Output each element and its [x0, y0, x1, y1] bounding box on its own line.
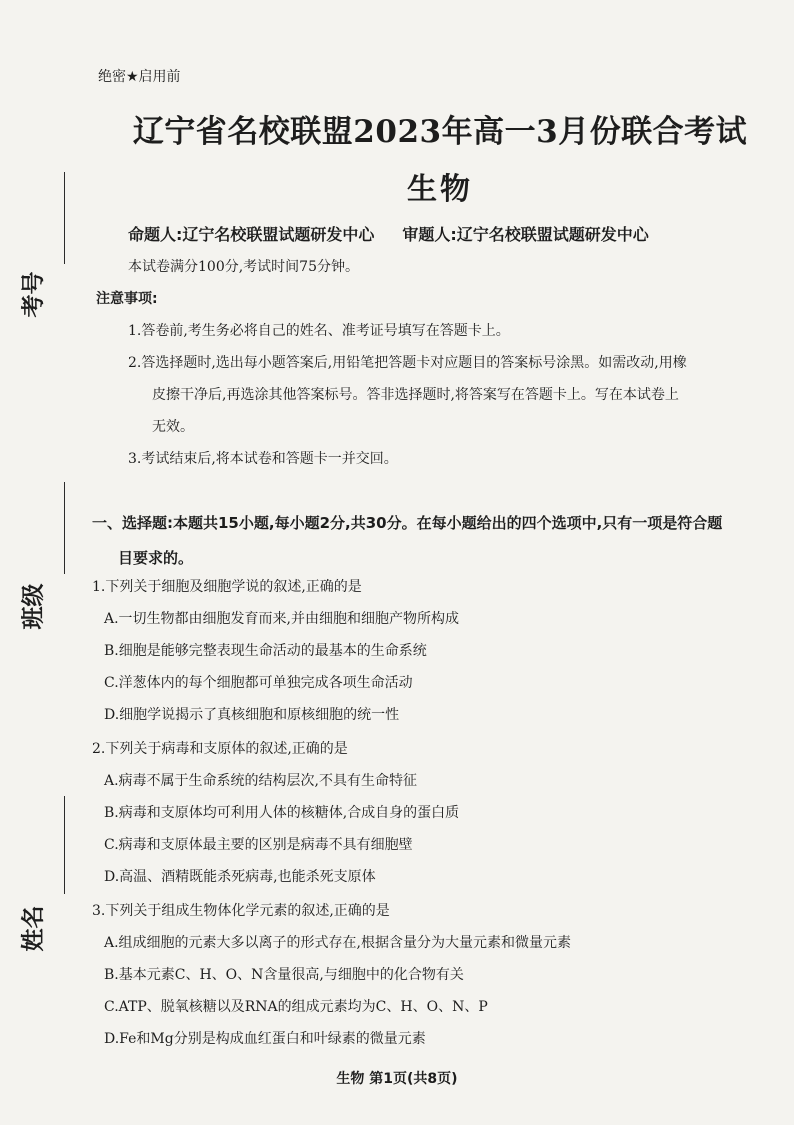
section-line-1: 一、选择题:本题共15小题,每小题2分,共30分。在每小题给出的四个选项中,只有一项是符合题 — [92, 514, 723, 532]
exam-number-label: 考号 — [20, 271, 47, 318]
secret-label: 绝密★启用前 — [98, 69, 181, 85]
note-item-1: 1.答卷前,考生务必将自己的姓名、准考证号填写在答题卡上。 — [128, 323, 510, 339]
reviewer: 审题人:辽宁名校联盟试题研发中心 — [402, 225, 649, 244]
question-1-option-a: A.一切生物都由细胞发育而来,并由细胞和细胞产物所构成 — [104, 611, 460, 627]
class-label: 班级 — [20, 583, 47, 630]
note-item-2-end: 无效。 — [152, 419, 194, 435]
question-3-stem: 3.下列关于组成生物体化学元素的叙述,正确的是 — [92, 903, 390, 919]
question-1-option-d: D.细胞学说揭示了真核细胞和原核细胞的统一性 — [104, 707, 400, 723]
name-line — [64, 796, 65, 894]
question-1-option-c: C.洋葱体内的每个细胞都可单独完成各项生命活动 — [104, 675, 413, 691]
section-heading — [92, 506, 774, 576]
question-2-option-a: A.病毒不属于生命系统的结构层次,不具有生命特征 — [104, 773, 418, 789]
question-1-stem: 1.下列关于细胞及细胞学说的叙述,正确的是 — [92, 579, 362, 595]
subject-title: 生物 — [407, 172, 473, 207]
question-1-option-b: B.细胞是能够完整表现生命活动的最基本的生命系统 — [104, 643, 427, 659]
page-footer: 生物 第1页(共8页) — [336, 1071, 458, 1087]
question-3-option-c: C.ATP、脱氧核糖以及RNA的组成元素均为C、H、O、N、P — [104, 999, 488, 1015]
proposer: 命题人:辽宁名校联盟试题研发中心 — [128, 225, 375, 244]
name-label: 姓名 — [20, 905, 47, 952]
exam-number-line — [64, 172, 65, 264]
question-3-option-a: A.组成细胞的元素大多以离子的形式存在,根据含量分为大量元素和微量元素 — [104, 935, 572, 951]
note-item-2: 2.答选择题时,选出每小题答案后,用铅笔把答题卡对应题目的答案标号涂黑。如需改动,用橡 — [128, 355, 687, 371]
exam-info: 本试卷满分100分,考试时间75分钟。 — [128, 259, 359, 275]
notes-heading: 注意事项: — [96, 291, 158, 307]
question-2-option-c: C.病毒和支原体最主要的区别是病毒不具有细胞壁 — [104, 837, 413, 853]
question-3-option-d: D.Fe和Mg分别是构成血红蛋白和叶绿素的微量元素 — [104, 1031, 426, 1047]
note-item-2-cont: 皮擦干净后,再选涂其他答案标号。答非选择题时,将答案写在答题卡上。写在本试卷上 — [152, 387, 679, 403]
section-line-2: 目要求的。 — [118, 549, 194, 567]
question-2-option-d: D.高温、酒精既能杀死病毒,也能杀死支原体 — [104, 869, 376, 885]
authors-line — [128, 222, 649, 245]
question-2-stem: 2.下列关于病毒和支原体的叙述,正确的是 — [92, 741, 348, 757]
exam-title: 辽宁省名校联盟2023年高一3月份联合考试 — [132, 114, 748, 150]
question-3-option-b: B.基本元素C、H、O、N含量很高,与细胞中的化合物有关 — [104, 967, 464, 983]
note-item-3: 3.考试结束后,将本试卷和答题卡一并交回。 — [128, 451, 398, 467]
question-2-option-b: B.病毒和支原体均可利用人体的核糖体,合成自身的蛋白质 — [104, 805, 460, 821]
class-line — [64, 482, 65, 574]
